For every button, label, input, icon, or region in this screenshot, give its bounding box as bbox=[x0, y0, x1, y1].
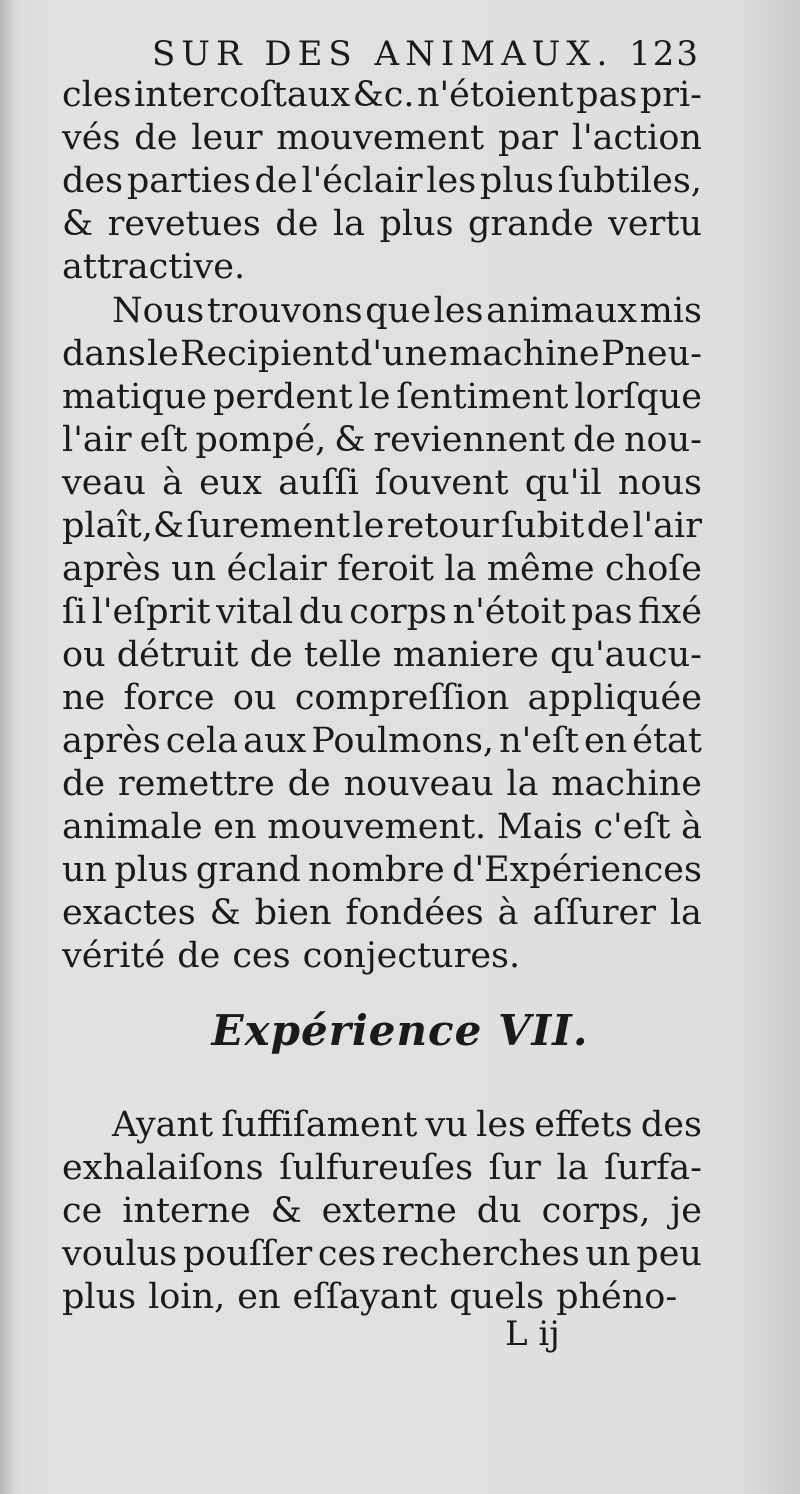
word: animaux bbox=[486, 291, 638, 331]
word: loin, bbox=[148, 1277, 226, 1317]
text-line bbox=[62, 376, 702, 419]
word: plus bbox=[379, 204, 454, 244]
text-line bbox=[62, 117, 702, 160]
word: en bbox=[583, 721, 628, 761]
word: eſt bbox=[139, 420, 188, 460]
word: plaît,& bbox=[62, 506, 185, 546]
word: feroit bbox=[337, 549, 434, 589]
paragraph-vacuum-experiment bbox=[62, 290, 702, 978]
text-line bbox=[62, 1104, 702, 1147]
word: ne bbox=[62, 678, 106, 718]
word: trouvons bbox=[206, 291, 363, 331]
word: machine bbox=[551, 764, 702, 804]
word: la bbox=[506, 764, 539, 804]
word: nouveau bbox=[343, 764, 494, 804]
word: l'eſprit bbox=[91, 592, 211, 632]
word: nous bbox=[617, 463, 702, 503]
word: pouſſer bbox=[182, 1234, 313, 1274]
word: n'étoit bbox=[452, 592, 566, 632]
word: ſubtiles, bbox=[557, 161, 702, 201]
word: en bbox=[213, 807, 257, 847]
word: fondées bbox=[345, 893, 484, 933]
word: auſſi bbox=[278, 463, 359, 503]
word: éclair bbox=[226, 549, 327, 589]
word: vu bbox=[425, 1105, 468, 1145]
word: c'eſt bbox=[593, 807, 671, 847]
word: externe bbox=[321, 1191, 457, 1231]
word: pas bbox=[576, 75, 638, 115]
word: dans bbox=[62, 334, 146, 374]
word: &c. bbox=[352, 75, 415, 115]
section-heading: Expérience VII. bbox=[211, 1006, 589, 1055]
word: bien bbox=[254, 893, 332, 933]
text-line bbox=[62, 1147, 702, 1190]
word: aſſurer bbox=[532, 893, 656, 933]
text-line bbox=[62, 634, 702, 677]
text-line bbox=[62, 806, 702, 849]
word: pas bbox=[571, 592, 633, 632]
word: telle bbox=[303, 635, 382, 675]
word: corps, bbox=[541, 1191, 651, 1231]
word: Nous bbox=[112, 291, 205, 331]
word: aux bbox=[243, 721, 307, 761]
word: retour bbox=[386, 506, 499, 546]
word: les bbox=[433, 291, 484, 331]
word: compreſſion bbox=[294, 678, 510, 718]
word: l'air bbox=[632, 506, 702, 546]
word: l'action bbox=[571, 118, 702, 158]
word: le bbox=[352, 506, 385, 546]
word: animale bbox=[62, 807, 203, 847]
text-line bbox=[62, 1276, 702, 1319]
word: de bbox=[254, 161, 298, 201]
running-head: SUR DES ANIMAUX. bbox=[152, 34, 614, 74]
word: un bbox=[62, 850, 108, 890]
word: Ayant bbox=[112, 1105, 214, 1145]
paragraph-experience-vii bbox=[62, 1104, 702, 1319]
word: des bbox=[640, 1105, 702, 1145]
text-line bbox=[62, 462, 702, 505]
word: de bbox=[586, 506, 630, 546]
word: la bbox=[669, 893, 702, 933]
word: vérité bbox=[62, 936, 166, 976]
word: pompé, bbox=[195, 420, 327, 460]
word: n'eſt bbox=[499, 721, 579, 761]
word: le bbox=[358, 377, 391, 417]
word: reviennent bbox=[373, 420, 565, 460]
word: & bbox=[62, 204, 94, 244]
word: de bbox=[275, 204, 319, 244]
word: la bbox=[556, 1148, 589, 1188]
word: en bbox=[237, 1277, 281, 1317]
word: de bbox=[177, 936, 221, 976]
word: nombre bbox=[308, 850, 445, 890]
word: ces bbox=[317, 1234, 377, 1274]
word: phéno- bbox=[556, 1277, 678, 1317]
word: les bbox=[426, 161, 477, 201]
word: quels bbox=[449, 1277, 545, 1317]
word: ces bbox=[232, 936, 291, 976]
word: cela bbox=[165, 721, 239, 761]
word: à bbox=[681, 807, 702, 847]
word: la bbox=[332, 204, 365, 244]
word: interne bbox=[122, 1191, 251, 1231]
word: eſſayant bbox=[292, 1277, 438, 1317]
word: plus bbox=[114, 850, 189, 890]
word: voulus bbox=[62, 1234, 178, 1274]
text-line bbox=[62, 849, 702, 892]
word: de bbox=[287, 764, 331, 804]
word: corps bbox=[349, 592, 447, 632]
word: n'étoient bbox=[417, 75, 574, 115]
word: d'Expériences bbox=[452, 850, 702, 890]
word: machine bbox=[449, 334, 600, 374]
word: & bbox=[334, 420, 366, 460]
word: ſur bbox=[488, 1148, 541, 1188]
text-line bbox=[62, 935, 702, 978]
word: de bbox=[572, 420, 616, 460]
word: eux bbox=[199, 463, 263, 503]
word: du bbox=[298, 592, 344, 632]
text-line bbox=[62, 1233, 702, 1276]
word: ſubit bbox=[501, 506, 585, 546]
word: ſulfureuſes bbox=[279, 1148, 474, 1188]
word: la bbox=[444, 549, 477, 589]
word: que bbox=[365, 291, 431, 331]
text-line bbox=[62, 290, 702, 333]
word: exhalaiſons bbox=[62, 1148, 264, 1188]
word: choſe bbox=[605, 549, 702, 589]
word: veau bbox=[62, 463, 146, 503]
text-line bbox=[62, 892, 702, 935]
word: pri- bbox=[639, 75, 702, 115]
word: Pneu- bbox=[600, 334, 702, 374]
word: vés bbox=[62, 118, 121, 158]
text-line bbox=[62, 505, 702, 548]
word: l'air bbox=[62, 420, 132, 460]
word: un bbox=[171, 549, 217, 589]
word: les bbox=[476, 1105, 526, 1145]
word: d'une bbox=[350, 334, 448, 374]
word: nou- bbox=[623, 420, 702, 460]
text-line bbox=[62, 246, 702, 289]
word: plus bbox=[479, 161, 555, 201]
word: revetues bbox=[107, 204, 261, 244]
word: même bbox=[486, 549, 595, 589]
word: de bbox=[249, 635, 293, 675]
word: ou bbox=[232, 678, 277, 718]
word: effets bbox=[534, 1105, 633, 1145]
word: vital bbox=[216, 592, 294, 632]
word: de bbox=[134, 118, 178, 158]
word: ſi bbox=[62, 592, 87, 632]
word: le bbox=[146, 334, 179, 374]
text-line bbox=[62, 720, 702, 763]
text-line bbox=[62, 203, 702, 246]
word: après bbox=[62, 721, 161, 761]
word: après bbox=[62, 549, 161, 589]
word: ſentiment bbox=[396, 377, 569, 417]
word: exactes bbox=[62, 893, 196, 933]
word: parties bbox=[126, 161, 251, 201]
word: fixé bbox=[638, 592, 702, 632]
word: grande bbox=[468, 204, 594, 244]
word: qu'il bbox=[524, 463, 602, 503]
word: ſurement bbox=[186, 506, 350, 546]
word: force bbox=[123, 678, 215, 718]
text-line bbox=[62, 333, 702, 376]
word: un bbox=[585, 1234, 631, 1274]
word: je bbox=[670, 1191, 702, 1231]
word: matique bbox=[62, 377, 207, 417]
word: ſuffiſament bbox=[221, 1105, 418, 1145]
word: grand bbox=[195, 850, 301, 890]
word: Recipient bbox=[180, 334, 349, 374]
word: par bbox=[497, 118, 558, 158]
word: l'éclair bbox=[301, 161, 423, 201]
word: cles bbox=[62, 75, 132, 115]
word: à bbox=[497, 893, 519, 933]
word: du bbox=[476, 1191, 522, 1231]
word: des bbox=[62, 161, 124, 201]
text-line bbox=[62, 74, 702, 117]
text-line bbox=[62, 763, 702, 806]
word: appliquée bbox=[527, 678, 702, 718]
word: lorſque bbox=[574, 377, 702, 417]
word: peu bbox=[636, 1234, 702, 1274]
word: perdent bbox=[212, 377, 353, 417]
word: détruit bbox=[116, 635, 239, 675]
word: remettre bbox=[117, 764, 275, 804]
word: mouvement. bbox=[267, 807, 487, 847]
text-line bbox=[62, 1190, 702, 1233]
word: mis bbox=[639, 291, 702, 331]
word: mouvement bbox=[276, 118, 485, 158]
word: de bbox=[62, 764, 106, 804]
word: plus bbox=[62, 1277, 137, 1317]
page-number: 123 bbox=[629, 34, 700, 74]
word: à bbox=[162, 463, 183, 503]
text-line bbox=[62, 160, 702, 203]
word: maniere bbox=[392, 635, 539, 675]
text-line bbox=[62, 419, 702, 462]
word: ou bbox=[62, 635, 106, 675]
word: & bbox=[209, 893, 241, 933]
paragraph-continuation bbox=[62, 74, 702, 289]
word: conjectures. bbox=[302, 936, 521, 976]
word: leur bbox=[191, 118, 263, 158]
word: intercoſtaux bbox=[134, 75, 351, 115]
text-line bbox=[62, 548, 702, 591]
word: & bbox=[270, 1191, 302, 1231]
word: qu'aucu- bbox=[550, 635, 702, 675]
word: Mais bbox=[496, 807, 583, 847]
word: ce bbox=[62, 1191, 103, 1231]
word: recherches bbox=[381, 1234, 580, 1274]
word: état bbox=[632, 721, 702, 761]
word: vertu bbox=[608, 204, 702, 244]
text-line bbox=[62, 677, 702, 720]
word: attractive. bbox=[62, 247, 246, 287]
word: ſouvent bbox=[374, 463, 509, 503]
word: ſurfa- bbox=[604, 1148, 702, 1188]
text-line bbox=[62, 591, 702, 634]
word: Poulmons, bbox=[311, 721, 495, 761]
signature-mark: L ij bbox=[505, 1314, 560, 1354]
